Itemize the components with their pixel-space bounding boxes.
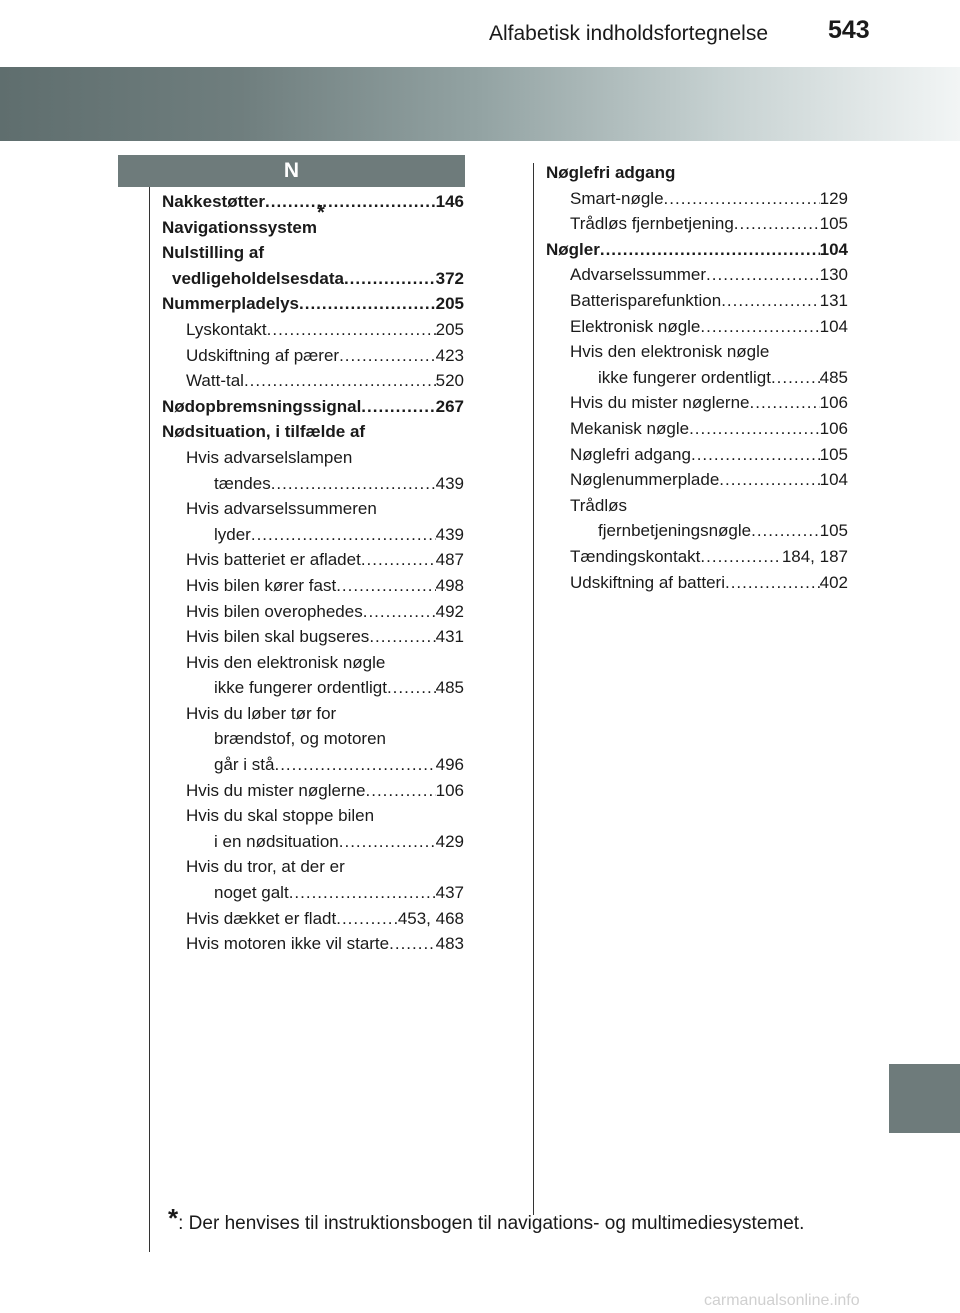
entry-label: ikke fungerer ordentligt bbox=[598, 367, 771, 387]
index-entry bbox=[546, 442, 848, 468]
entry-page-number: 104 bbox=[819, 316, 848, 336]
entry-label: Smart-nøgle bbox=[570, 188, 664, 208]
index-entry bbox=[162, 726, 464, 752]
dot-leader bbox=[361, 394, 435, 420]
dot-leader bbox=[387, 675, 436, 701]
column-divider bbox=[533, 163, 534, 1215]
entry-label: Nøgler bbox=[546, 239, 600, 259]
dot-leader bbox=[389, 931, 436, 957]
index-entry bbox=[162, 266, 464, 292]
index-entry bbox=[162, 240, 464, 266]
entry-page-number: 431 bbox=[435, 627, 464, 647]
entry-page-number: 146 bbox=[435, 192, 464, 211]
entry-page-number: 429 bbox=[435, 831, 464, 851]
entry-page-number: 483 bbox=[435, 934, 464, 954]
index-entry bbox=[162, 829, 464, 855]
entry-label: Nulstilling af bbox=[162, 243, 264, 263]
dot-leader bbox=[700, 544, 781, 570]
entry-label: Trådløs fjernbetjening bbox=[570, 214, 734, 234]
index-entry bbox=[162, 394, 464, 420]
entry-label: Nødsituation, i tilfælde af bbox=[162, 422, 366, 442]
entry-label: Nøglefri adgang bbox=[546, 163, 676, 182]
index-entry bbox=[546, 390, 848, 416]
entry-label: ikke fungerer ordentligt bbox=[214, 678, 387, 698]
entry-page-number: 492 bbox=[435, 601, 464, 621]
dot-leader bbox=[344, 266, 436, 292]
footnote-reference: * bbox=[316, 201, 325, 224]
index-entry bbox=[162, 906, 464, 932]
entry-page-number: 131 bbox=[819, 290, 848, 310]
entry-page-number: 402 bbox=[819, 572, 848, 592]
index-entry bbox=[162, 445, 464, 471]
entry-page-number: 437 bbox=[435, 883, 464, 903]
entry-label: Hvis advarselslampen bbox=[186, 447, 353, 467]
index-entry bbox=[162, 701, 464, 727]
index-entry bbox=[546, 493, 848, 519]
index-entry bbox=[546, 237, 848, 263]
dot-leader bbox=[721, 288, 819, 314]
entry-label: Nakkestøtter bbox=[162, 192, 265, 211]
dot-leader bbox=[274, 752, 435, 778]
index-entry bbox=[162, 931, 464, 957]
entry-page-number: 184, 187 bbox=[781, 546, 848, 566]
dot-leader bbox=[706, 262, 820, 288]
entry-label: brændstof, og motoren bbox=[214, 729, 386, 749]
entry-label: Tændingskontakt bbox=[570, 546, 701, 566]
index-entry bbox=[546, 262, 848, 288]
footnote-marker: * bbox=[168, 1203, 179, 1233]
dot-leader bbox=[244, 368, 436, 394]
entry-page-number: 104 bbox=[819, 470, 848, 490]
entry-page-number: 105 bbox=[819, 214, 848, 234]
dot-leader bbox=[361, 547, 436, 573]
index-entry bbox=[162, 803, 464, 829]
entry-page-number: 106 bbox=[819, 393, 848, 413]
index-entry bbox=[162, 496, 464, 522]
entry-page-number: 267 bbox=[435, 396, 464, 416]
dot-leader bbox=[271, 471, 436, 497]
entry-page-number: 496 bbox=[435, 755, 464, 775]
entry-page-number: 205 bbox=[435, 294, 464, 314]
dot-leader bbox=[267, 317, 436, 343]
index-entry bbox=[162, 778, 464, 804]
entry-page-number: 485 bbox=[435, 678, 464, 698]
header-banner bbox=[0, 67, 960, 141]
index-entry bbox=[162, 317, 464, 343]
entry-label: Elektronisk nøgle bbox=[570, 316, 701, 336]
dot-leader bbox=[363, 599, 436, 625]
entry-label: Watt-tal bbox=[186, 371, 244, 391]
entry-label: går i stå bbox=[214, 755, 275, 775]
index-entry bbox=[546, 339, 848, 365]
dot-leader bbox=[366, 778, 436, 804]
dot-leader bbox=[369, 624, 435, 650]
index-column-right bbox=[546, 160, 848, 595]
index-column-left bbox=[162, 189, 464, 957]
entry-label: Hvis du skal stoppe bilen bbox=[186, 806, 375, 826]
dot-leader bbox=[734, 211, 820, 237]
index-entry bbox=[546, 518, 848, 544]
entry-label: Hvis dækket er fladt bbox=[186, 908, 337, 928]
entry-label: Udskiftning af pærer bbox=[186, 345, 340, 365]
entry-page-number: 105 bbox=[819, 444, 848, 464]
index-entry bbox=[546, 570, 848, 596]
index-entry bbox=[162, 368, 464, 394]
dot-leader bbox=[771, 365, 820, 391]
dot-leader bbox=[600, 237, 820, 263]
entry-label: Trådløs bbox=[570, 495, 627, 515]
index-entry bbox=[546, 416, 848, 442]
dot-leader bbox=[691, 442, 820, 468]
index-letter-heading: N bbox=[118, 155, 465, 187]
entry-label: Lyskontakt bbox=[186, 319, 267, 339]
entry-label: Udskiftning af batteri bbox=[570, 572, 725, 592]
entry-label: fjernbetjeningsnøgle bbox=[598, 521, 752, 541]
entry-label: Advarselssummer bbox=[570, 265, 707, 285]
entry-label: Nøglenummerplade bbox=[570, 470, 720, 490]
entry-page-number: 423 bbox=[435, 345, 464, 365]
dot-leader bbox=[336, 573, 435, 599]
dot-leader bbox=[751, 518, 820, 544]
dot-leader bbox=[251, 522, 436, 548]
entry-page-number: 372 bbox=[435, 268, 464, 288]
index-entry bbox=[162, 471, 464, 497]
entry-label: Hvis bilen kører fast bbox=[186, 575, 337, 595]
index-entry bbox=[162, 547, 464, 573]
index-entry bbox=[162, 343, 464, 369]
entry-page-number: 487 bbox=[435, 550, 464, 570]
watermark: carmanualsonline.info bbox=[704, 1292, 860, 1309]
dot-leader bbox=[750, 390, 820, 416]
index-entry bbox=[546, 211, 848, 237]
index-entry bbox=[162, 419, 464, 445]
index-entry bbox=[162, 854, 464, 880]
index-entry bbox=[162, 522, 464, 548]
entry-label: Hvis batteriet er afladet bbox=[186, 550, 361, 570]
entry-page-number: 105 bbox=[819, 521, 848, 541]
entry-label: Nummerpladelys bbox=[162, 294, 299, 314]
entry-label: Hvis den elektronisk nøgle bbox=[186, 652, 386, 672]
section-title: Alfabetisk indholdsfortegnelse bbox=[489, 22, 769, 45]
index-entry bbox=[162, 675, 464, 701]
entry-page-number: 498 bbox=[435, 575, 464, 595]
entry-label: Hvis du tror, at der er bbox=[186, 857, 345, 877]
entry-label: Hvis motoren ikke vil starte bbox=[186, 934, 390, 954]
footnote bbox=[168, 1205, 804, 1236]
index-entry bbox=[546, 365, 848, 391]
index-entry bbox=[162, 650, 464, 676]
index-entry bbox=[162, 624, 464, 650]
entry-page-number: 485 bbox=[819, 367, 848, 387]
entry-label: Hvis du løber tør for bbox=[186, 703, 337, 723]
entry-page-number: 106 bbox=[435, 780, 464, 800]
dot-leader bbox=[339, 343, 436, 369]
entry-label: Hvis bilen skal bugseres bbox=[186, 627, 370, 647]
entry-label: lyder bbox=[214, 524, 251, 544]
page-header bbox=[0, 0, 960, 62]
entry-page-number: 104 bbox=[819, 239, 848, 259]
entry-label: noget galt bbox=[214, 883, 289, 903]
index-entry bbox=[546, 288, 848, 314]
index-entry bbox=[162, 880, 464, 906]
entry-label: Hvis den elektronisk nøgle bbox=[570, 342, 770, 362]
dot-leader bbox=[339, 829, 436, 855]
dot-leader bbox=[336, 906, 398, 932]
index-entry bbox=[162, 189, 464, 215]
dot-leader bbox=[289, 880, 436, 906]
left-column-rule bbox=[149, 187, 150, 1252]
entry-page-number: 129 bbox=[819, 188, 848, 208]
entry-page-number: 453, 468 bbox=[397, 908, 464, 928]
entry-page-number: 439 bbox=[435, 473, 464, 493]
entry-label: Batterisparefunktion bbox=[570, 290, 722, 310]
entry-label: Navigationssystem bbox=[162, 217, 317, 237]
index-entry bbox=[546, 160, 848, 186]
footnote-text: : Der henvises til instruktionsbogen til navigations- og multimediesystemet. bbox=[178, 1213, 805, 1234]
index-entry bbox=[546, 544, 848, 570]
index-entry bbox=[162, 573, 464, 599]
entry-page-number: 205 bbox=[435, 319, 464, 339]
entry-label: Nøglefri adgang bbox=[570, 444, 691, 464]
entry-label: Mekanisk nøgle bbox=[570, 418, 690, 438]
dot-leader bbox=[700, 314, 819, 340]
dot-leader bbox=[725, 570, 820, 596]
dot-leader bbox=[664, 186, 820, 212]
entry-page-number: 520 bbox=[435, 371, 464, 391]
dot-leader bbox=[299, 291, 436, 317]
index-entry bbox=[162, 752, 464, 778]
index-entry bbox=[162, 291, 464, 317]
dot-leader bbox=[689, 416, 820, 442]
entry-page-number: 130 bbox=[819, 265, 848, 285]
entry-label: Hvis du mister nøglerne bbox=[186, 780, 366, 800]
dot-leader bbox=[719, 467, 819, 493]
entry-page-number: 439 bbox=[435, 524, 464, 544]
entry-label: vedligeholdelsesdata bbox=[172, 268, 344, 288]
entry-label: Hvis du mister nøglerne bbox=[570, 393, 750, 413]
entry-label: tændes bbox=[214, 473, 271, 493]
entry-label: Hvis advarselssummeren bbox=[186, 499, 377, 519]
thumb-index-tab bbox=[889, 1064, 960, 1133]
entry-label: Hvis bilen overophedes bbox=[186, 601, 363, 621]
index-entry bbox=[162, 599, 464, 625]
entry-label: Nødopbremsningssignal bbox=[162, 396, 362, 416]
index-entry bbox=[546, 186, 848, 212]
page-number: 543 bbox=[828, 16, 870, 44]
index-entry bbox=[546, 314, 848, 340]
entry-page-number: 106 bbox=[819, 418, 848, 438]
index-entry bbox=[546, 467, 848, 493]
dot-leader bbox=[265, 189, 436, 215]
entry-label: i en nødsituation bbox=[214, 831, 339, 851]
